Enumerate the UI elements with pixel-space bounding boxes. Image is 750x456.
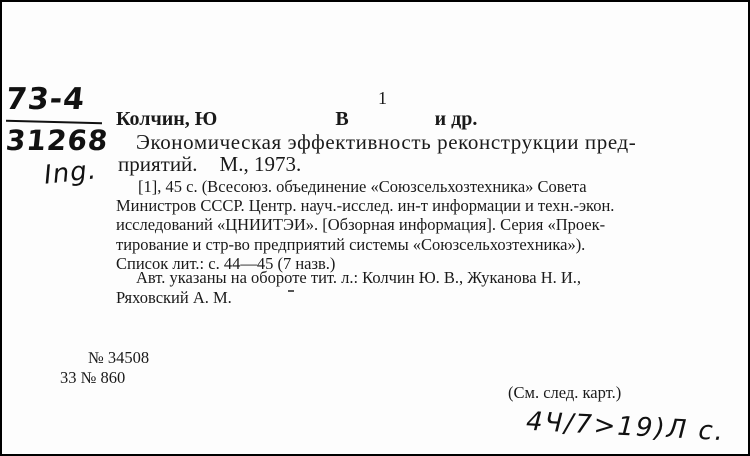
handwritten-code-top: 73-4: [4, 82, 87, 117]
title-line-2: [118, 152, 301, 177]
author-initial: В: [335, 108, 349, 130]
handwritten-scribble: Ing.: [42, 155, 99, 191]
author-name: Колчин, Ю: [116, 108, 218, 130]
registry-number-2: 33 № 860: [60, 368, 126, 387]
title-line-1: Экономическая эффективность реконструкции пред-: [136, 130, 637, 154]
ink-speck: [288, 290, 294, 292]
coauthors-note: и др.: [434, 108, 478, 130]
author-heading: [116, 108, 477, 131]
collation-line-1: [1], 45 с. (Всесоюз. объединение «Союзсельхозтехника» Совета: [138, 177, 587, 196]
collation-line-4: тирование и стр-во предприятий системы «Союзсельхозтехника»).: [116, 235, 586, 254]
title-end: приятий.: [118, 152, 198, 176]
collation-line-2: Министров СССР. Центр. науч.-исслед. ин-т информации и техн.-экон.: [116, 196, 615, 215]
registry-number-1: № 34508: [88, 348, 150, 367]
card-number: 1: [378, 88, 387, 108]
handwritten-code-bottom: 31268: [4, 124, 111, 157]
see-next-card: (См. след. карт.): [508, 383, 622, 402]
author-note-line-2: Ряховский А. М.: [116, 288, 232, 307]
handwritten-footer: 4Ч/7>19)Л с.: [525, 406, 726, 448]
imprint: М., 1973.: [219, 152, 302, 176]
collation-line-3: исследований «ЦНИИТЭИ». [Обзорная информация]. Серия «Проек-: [116, 215, 606, 234]
collation-line-5: Список лит.: с. 44—45 (7 назв.): [116, 254, 336, 273]
author-note-line-1: Авт. указаны на обороте тит. л.: Колчин Ю. В., Жуканова Н. И.,: [136, 268, 582, 287]
